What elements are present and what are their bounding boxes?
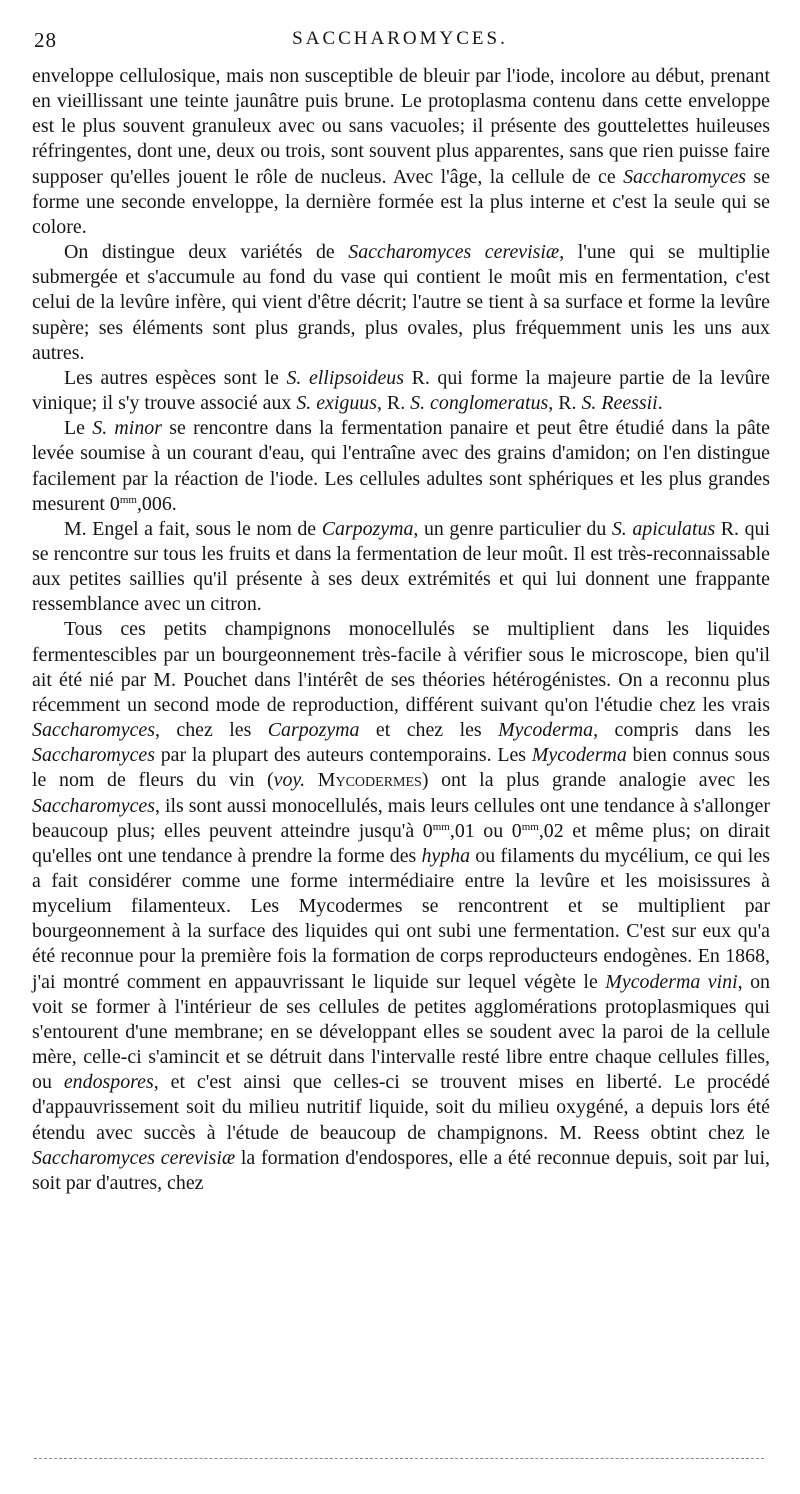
text-run: ou filaments du mycélium, ce qui les a fait considérer comme une forme intermédiaire entre la levûre et les moisissures à mycelium filamenteux. Les Mycodermes se rencontrent et se multiplient par bourgeonnement à la surface des liquides qui ont subi une fermentation. C'est sur eux qu'a été reconnue pour la première fois la formation de corps reproducteurs endogènes. En 1868, j'ai montré comment en appauvrissant le liquide sur lequel végète le xyxy=(32,844,771,993)
unit-superscript: mm xyxy=(521,820,539,833)
italic-term: S. conglomeratus xyxy=(410,392,549,415)
italic-term: endospores xyxy=(63,1071,154,1094)
text-run: bien connus sous le nom de fleurs du vin ( xyxy=(32,744,771,792)
text-run: , compris dans les xyxy=(593,719,770,742)
text-run: ,01 ou 0 xyxy=(449,819,522,842)
paragraph xyxy=(32,416,770,517)
italic-term: S. minor xyxy=(92,417,162,440)
italic-term: Mycoderma xyxy=(531,744,627,767)
italic-term: voy. xyxy=(273,769,306,792)
text-run: ) ont la plus grande analogie avec les xyxy=(421,769,770,792)
text-run: et chez les xyxy=(359,719,499,742)
text-run: On distingue deux variétés de xyxy=(64,241,349,264)
text-run: ,006. xyxy=(136,492,177,515)
text-run: enveloppe cellulosique, mais non susceptible de bleuir par l'iode, incolore au début, prenant en vieillissant une teinte jaunâtre puis brune. Le protoplasma contenu dans cette enveloppe est le plus souvent granuleux avec ou sans vacuoles; il présente des gouttelettes huileuses réfringentes, dont une, deux ou trois, sont souvent plus apparentes, sans que rien puisse faire supposer qu'elles jouent le rôle de nucleus. Avec l'âge, la cellule de ce xyxy=(32,65,770,188)
text-run: la formation d'endospores, elle a été reconnue depuis, soit par lui, soit par d'autres, chez xyxy=(32,1146,770,1194)
italic-term: Carpozyma xyxy=(321,517,414,540)
text-run: R. qui se rencontre sur tous les fruits et dans la fermentation de leur moût. Il est très-reconnaissable aux petites saillies qu'il présente à ses deux extrémités et qui lui donnent une frappante ressemblance avec un citron. xyxy=(32,517,770,616)
italic-term: hypha xyxy=(421,844,471,867)
italic-term: Saccharomyces xyxy=(623,165,747,188)
paragraph xyxy=(32,366,770,416)
italic-term: Carpozyma xyxy=(267,719,360,742)
italic-term: Saccharomyces cerevisiæ xyxy=(32,1146,236,1169)
italic-term: Mycoderma xyxy=(498,719,594,742)
italic-term: Saccharomyces xyxy=(32,744,155,767)
italic-term: S. exiguus xyxy=(296,392,377,415)
text-run: , ils sont aussi monocellulés, mais leurs cellules ont une tendance à s'allonger beaucoup plus; elles peuvent atteindre jusqu'à 0 xyxy=(32,794,770,842)
page-number: 28 xyxy=(34,28,57,52)
text-run xyxy=(305,769,318,791)
text-run: . xyxy=(657,392,663,415)
unit-superscript: mm xyxy=(432,820,450,833)
text-run: se rencontre dans la fermentation panaire et peut être étudié dans la pâte levée soumise à un courant d'eau, qui l'entraîne avec des grains d'amidon; on l'en distingue facilement par la réaction de l'iode. Les cellules adultes sont sphériques et les plus grandes mesurent 0 xyxy=(32,417,771,515)
text-run: , R. xyxy=(548,392,582,415)
text-run: par la plupart des auteurs contemporains. Les xyxy=(154,744,532,767)
text-run: R. qui forme la majeure partie de la levûre vinique; il s'y trouve associé aux xyxy=(32,366,770,415)
text-run: M. Engel a fait, sous le nom de xyxy=(64,517,322,540)
paragraph xyxy=(32,517,770,618)
text-run: , R. xyxy=(376,392,411,415)
italic-term: Saccharomyces xyxy=(32,719,155,742)
cross-reference: Mycodermes xyxy=(317,769,422,792)
italic-term: S. ellipsoideus xyxy=(286,366,404,389)
text-run: Tous ces petits champignons monocellulés se multiplient dans les liquides fermentescibles par un bourgeonnement très-facile à vérifier sous le microscope, bien qu'il ait été nié par M. Pouchet dans l'intérêt de ses théories hétérogénistes. On a reconnu plus récemment un second mode de reproduction, différent suivant qu'on l'étudie chez les vrais xyxy=(32,618,770,716)
text-run: se forme une seconde enveloppe, la dernière formée est la plus interne et c'est la seule qui se colore. xyxy=(32,165,771,238)
paragraph xyxy=(32,240,770,366)
text-run: , l'une qui se multiplie submergée et s'accumule au fond du vase qui contient le moût mis en fermentation, c'est celui de la levûre infère, qui vient d'être décrit; l'autre se tient à sa surface et forme la levûre supère; ses éléments sont plus grands, plus ovales, plus fréquemment unis les uns aux autres. xyxy=(32,241,770,364)
paragraph xyxy=(32,617,770,1196)
unit-superscript: mm xyxy=(119,493,137,506)
body-text xyxy=(32,64,770,1196)
text-run: , un genre particulier du xyxy=(413,517,612,540)
text-run: Les autres espèces sont le xyxy=(64,366,287,389)
italic-term: S. apiculatus xyxy=(611,517,716,540)
italic-term: S. Reessii xyxy=(581,392,658,415)
italic-term: Mycoderma vini xyxy=(605,970,738,993)
footer-divider xyxy=(34,1458,764,1459)
italic-term: Saccharomyces cerevisiæ xyxy=(348,241,560,264)
text-run: , on voit se former à l'intérieur de ses cellules de petites agglomérations protoplasmiques qui s'entourent d'une membrane; en se développant elles se soudent avec la paroi de la cellule mère, celle-ci s'amincit et se détruit dans l'intervalle resté libre entre chaque cellules filles, ou xyxy=(32,970,770,1094)
text-run: , et c'est ainsi que celles-ci se trouvent mises en liberté. Le procédé d'appauvrissement soit du milieu nutritif liquide, soit du milieu oxygéné, a depuis lors été étendu avec succès à l'étude de beaucoup de champignons. M. Reess obtint chez le xyxy=(32,1071,771,1144)
running-title: SACCHAROMYCES. xyxy=(292,28,508,49)
text-run: ,02 et même plus; on dirait qu'elles ont une tendance à prendre la forme des xyxy=(32,819,770,867)
paragraph xyxy=(32,64,770,240)
page-header xyxy=(34,28,766,58)
text-run: , chez les xyxy=(154,719,268,742)
text-run: Le xyxy=(64,417,93,440)
italic-term: Saccharomyces xyxy=(32,794,155,817)
